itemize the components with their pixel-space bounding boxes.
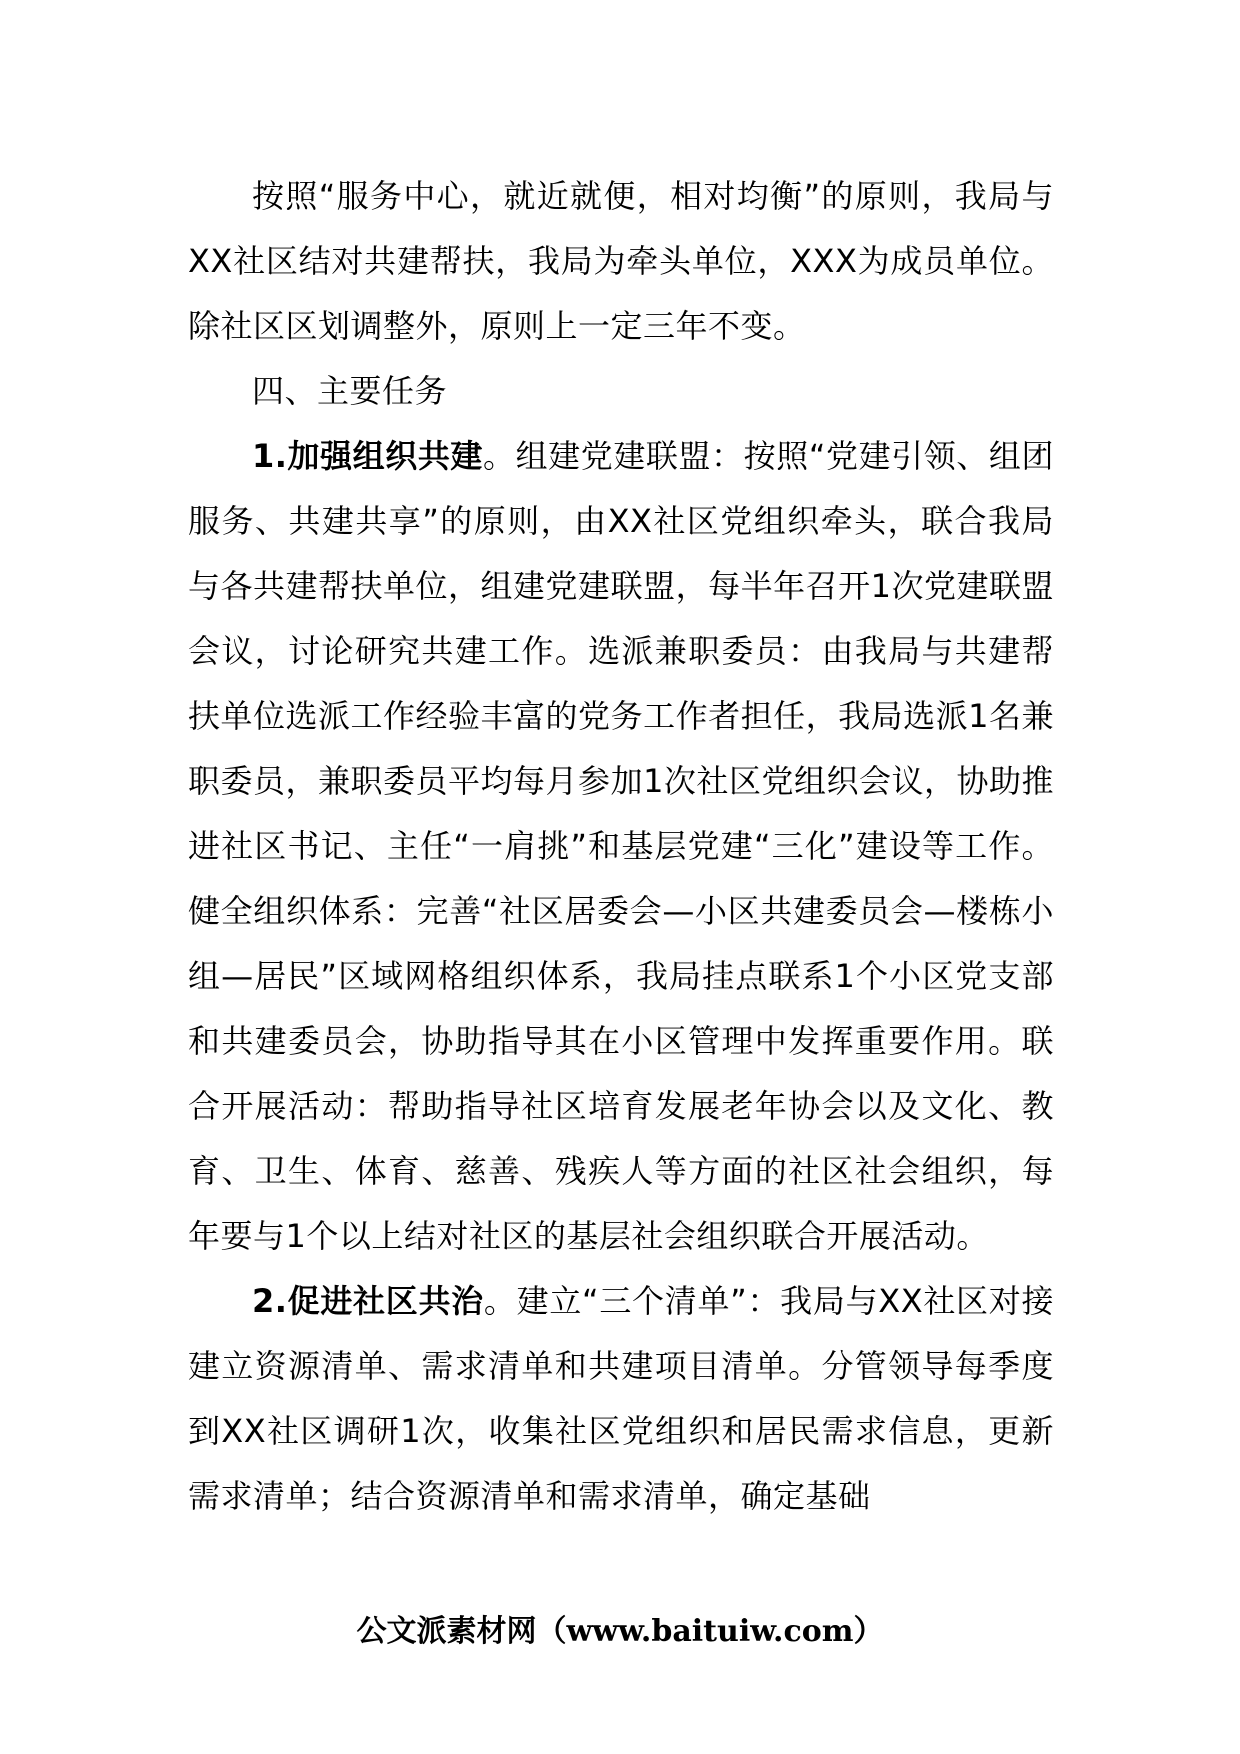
paragraph-lead-community-governance: 2.促进社区共治 xyxy=(252,1282,484,1320)
section-heading-main-tasks xyxy=(188,359,1054,424)
paragraph-principle-text: 按照“服务中心，就近就便，相对均衡”的原则，我局与XX社区结对共建帮扶，我局为牵头单位，XXX为成员单位。除社区区划调整外，原则上一定三年不变。 xyxy=(188,177,1054,345)
paragraph-lead-organization-building: 1.加强组织共建 xyxy=(252,437,483,475)
paragraph-organization-building xyxy=(188,424,1054,1269)
paragraph-community-governance xyxy=(188,1269,1054,1529)
document-body xyxy=(188,164,1054,1529)
section-heading-text: 四、主要任务 xyxy=(252,372,448,410)
paragraph-principle xyxy=(188,164,1054,359)
paragraph-organization-building-text: 。组建党建联盟：按照“党建引领、组团服务、共建共享”的原则，由XX社区党组织牵头，联合我局与各共建帮扶单位，组建党建联盟，每半年召开1次党建联盟会议，讨论研究共建工作。选派兼职委员：由我局与共建帮扶单位选派工作经验丰富的党务工作者担任，我局选派1名兼职委员，兼职委员平均每月参加1次社区党组织会议，协助推进社区书记、主任“一肩挑”和基层党建“三化”建设等工作。健全组织体系：完善“社区居委会—小区共建委员会—楼栋小组—居民”区域网格组织体系，我局挂点联系1个小区党支部和共建委员会，协助指导其在小区管理中发挥重要作用。联合开展活动：帮助指导社区培育发展老年协会以及文化、教育、卫生、体育、慈善、残疾人等方面的社区社会组织，每年要与1个以上结对社区的基层社会组织联合开展活动。 xyxy=(188,437,1054,1255)
paragraph-community-governance-text: 。建立“三个清单”：我局与XX社区对接建立资源清单、需求清单和共建项目清单。分管领导每季度到XX社区调研1次，收集社区党组织和居民需求信息，更新需求清单；结合资源清单和需求清单，确定基础 xyxy=(188,1282,1054,1515)
footer-watermark: 公文派素材网（www.baituiw.com） xyxy=(356,1614,884,1649)
